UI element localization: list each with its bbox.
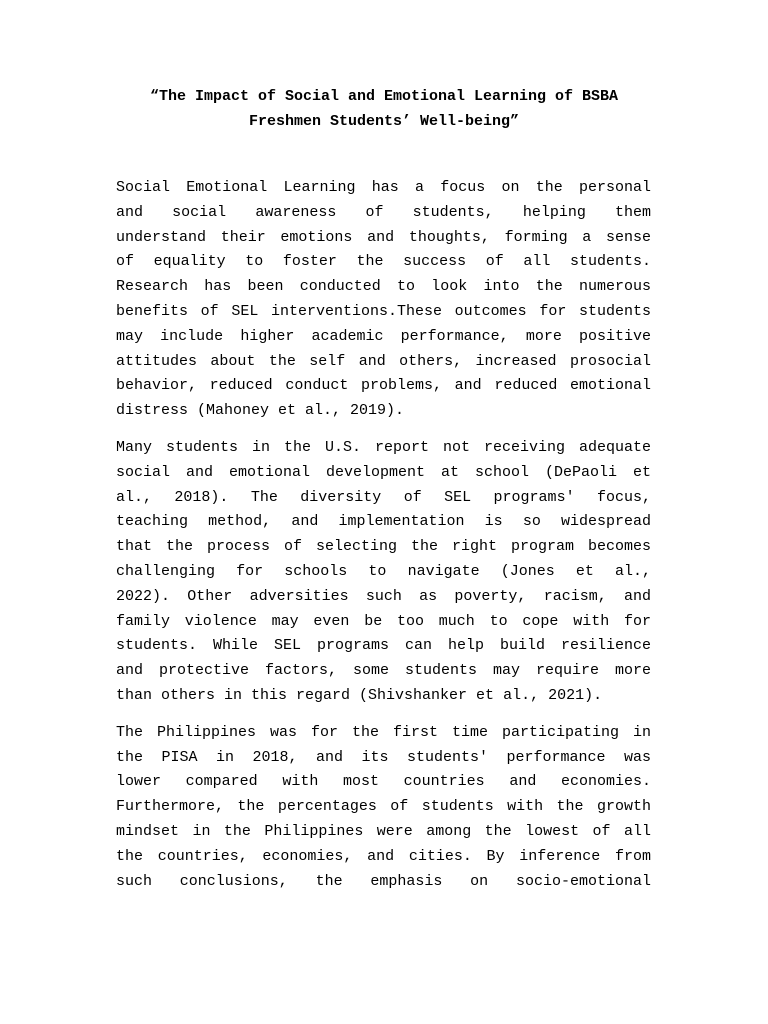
text-line: the PISA in 2018, and its students' performance was (116, 748, 651, 766)
text-line: Social Emotional Learning has a focus on the personal (116, 179, 651, 196)
paragraph (116, 176, 651, 424)
text-line: lower compared with most countries and economies. (116, 773, 651, 791)
text-line: attitudes about the self and others, increased prosocial (116, 352, 651, 370)
document-title (116, 84, 652, 134)
text-line: challenging for schools to navigate (Jones et al., (116, 562, 651, 580)
text-line: Many students in the U.S. report not receiving adequate (116, 438, 651, 456)
text-line: the countries, economies, and cities. By inference from (116, 847, 651, 865)
text-line: 2022). Other adversities such as poverty, racism, and (116, 587, 651, 605)
paragraph (116, 436, 651, 709)
text-line: that the process of selecting the right program becomes (116, 538, 651, 556)
text-line: than others in this regard (Shivshanker et al., 2021). (116, 686, 603, 704)
title-line: Freshmen Students’ Well-being” (248, 113, 520, 130)
text-line: Furthermore, the percentages of students with the growth (116, 798, 651, 816)
text-line: teaching method, and implementation is so widespread (116, 513, 651, 531)
text-line: and protective factors, some students may require more (116, 662, 651, 680)
text-line: The Philippines was for the first time participating in (116, 723, 651, 741)
text-line: Research has been conducted to look into the numerous (116, 278, 651, 296)
paragraph (116, 721, 651, 895)
text-line: benefits of SEL interventions.These outcomes for students (116, 302, 651, 320)
text-line: social and emotional development at school (DePaoli et (116, 463, 651, 481)
document-body (116, 176, 651, 906)
text-line: distress (Mahoney et al., 2019). (116, 402, 405, 420)
text-line: understand their emotions and thoughts, forming a sense (116, 228, 651, 246)
title-line: “The Impact of Social and Emotional Learning of BSBA (149, 88, 619, 105)
text-line: mindset in the Philippines were among the lowest of all (116, 822, 651, 840)
text-line: and social awareness of students, helping them (116, 203, 651, 221)
text-line: may include higher academic performance, more positive (116, 327, 651, 345)
text-line: al., 2018). The diversity of SEL programs' focus, (116, 488, 651, 506)
text-line: behavior, reduced conduct problems, and reduced emotional (116, 377, 651, 395)
text-line: such conclusions, the emphasis on socio-emotional (116, 872, 651, 890)
text-line: family violence may even be too much to cope with for (116, 612, 651, 630)
text-line: of equality to foster the success of all students. (116, 253, 651, 271)
text-line: students. While SEL programs can help build resilience (116, 637, 651, 655)
